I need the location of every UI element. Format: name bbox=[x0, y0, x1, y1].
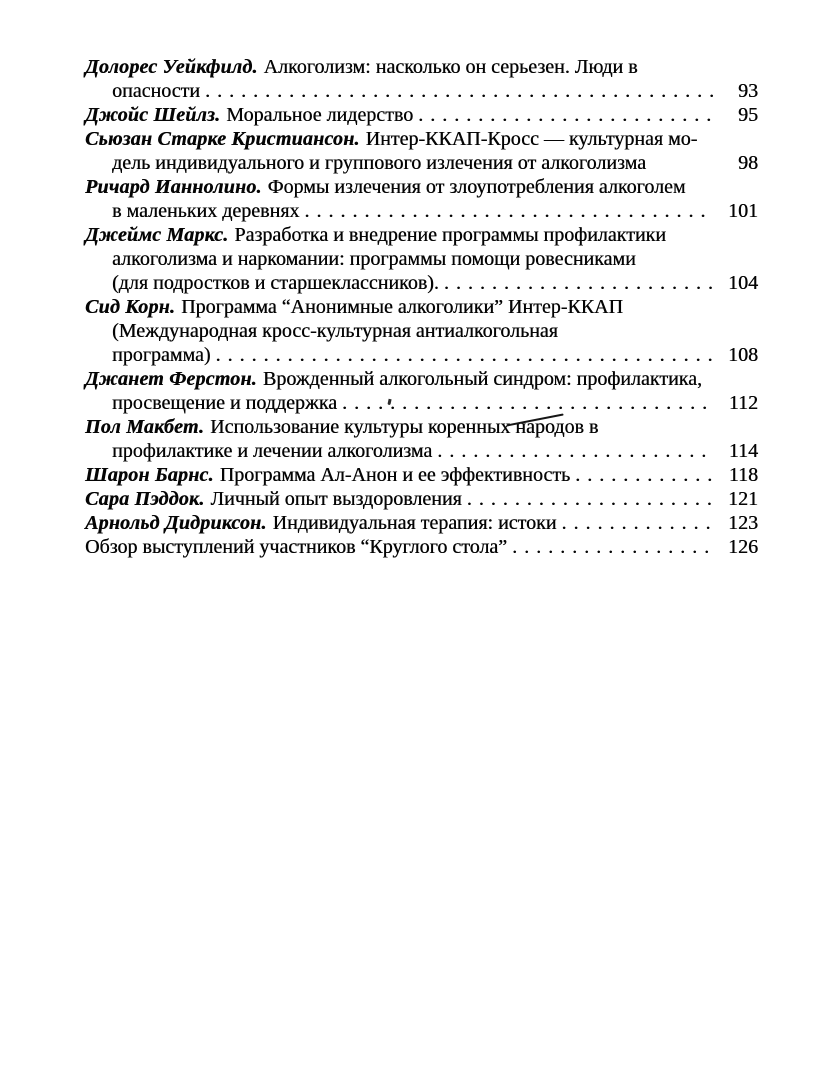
dot-leader bbox=[304, 199, 713, 223]
entry-title-text: (Международная кросс-культурная антиалкогольная bbox=[112, 320, 558, 342]
entry-author: Сид Корн. bbox=[85, 296, 176, 318]
toc-line bbox=[85, 535, 758, 559]
toc-entry bbox=[85, 223, 758, 295]
entry-author: Джойс Шейлз. bbox=[85, 104, 221, 126]
entry-title-text: Обзор выступлений участников “Круглого стола” bbox=[85, 536, 508, 558]
dot-leader bbox=[437, 439, 713, 463]
entry-author: Шарон Барнс. bbox=[85, 464, 214, 486]
dot-leader bbox=[467, 487, 713, 511]
toc-line bbox=[85, 127, 758, 151]
entry-author: Сара Пэддок. bbox=[85, 488, 205, 510]
page-number: 98 bbox=[738, 152, 758, 174]
toc-entry bbox=[85, 535, 758, 559]
toc-line bbox=[85, 223, 758, 247]
page-number: 121 bbox=[728, 488, 758, 510]
toc-line bbox=[85, 487, 758, 511]
toc-entry bbox=[85, 55, 758, 103]
page-number: 108 bbox=[728, 344, 758, 366]
toc-line bbox=[85, 247, 758, 271]
entry-author: Ричард Ианнолино. bbox=[85, 176, 262, 198]
toc-line bbox=[85, 439, 758, 463]
entry-title-text: Программа “Анонимные алкоголики” Интер-ККАП bbox=[181, 296, 623, 318]
toc-entry bbox=[85, 295, 758, 367]
page-number: 101 bbox=[728, 200, 758, 222]
page-number: 112 bbox=[728, 392, 758, 414]
entry-author: Сьюзан Старке Кристиансон. bbox=[85, 128, 360, 150]
entry-title-text: Моральное лидерство bbox=[226, 104, 414, 126]
page-number: 126 bbox=[728, 536, 758, 558]
entry-title-text: Алкоголизм: насколько он серьезен. Люди в bbox=[263, 56, 638, 78]
toc-line bbox=[85, 55, 758, 79]
dot-leader bbox=[205, 79, 713, 103]
toc-line bbox=[85, 511, 758, 535]
toc-line bbox=[85, 295, 758, 319]
dot-leader bbox=[216, 343, 714, 367]
entry-author: Арнольд Дидриксон. bbox=[85, 512, 267, 534]
toc-line bbox=[85, 175, 758, 199]
page-number: 93 bbox=[738, 80, 758, 102]
entry-author: Пол Макбет. bbox=[85, 416, 205, 438]
entry-title-text: Разработка и внедрение программы профилактики bbox=[234, 224, 666, 246]
dot-leader bbox=[561, 511, 713, 535]
dot-leader bbox=[575, 463, 713, 487]
toc-entry bbox=[85, 367, 758, 415]
toc-line bbox=[85, 103, 758, 127]
entry-title-text: Индивидуальная терапия: истоки bbox=[272, 512, 557, 534]
toc-line bbox=[85, 391, 758, 415]
entry-title-text: Личный опыт выздоровления bbox=[210, 488, 462, 510]
entry-title-text: в маленьких деревнях bbox=[112, 200, 300, 222]
toc-entry bbox=[85, 415, 758, 463]
toc-line bbox=[85, 343, 758, 367]
toc-entry bbox=[85, 175, 758, 223]
toc-line bbox=[85, 199, 758, 223]
toc-entry bbox=[85, 511, 758, 535]
entry-title-text: Программа Ал-Анон и ее эффективность bbox=[219, 464, 571, 486]
toc-line bbox=[85, 463, 758, 487]
page-number: 114 bbox=[728, 440, 758, 462]
toc-line bbox=[85, 319, 758, 343]
toc-entry bbox=[85, 103, 758, 127]
entry-title-text: Интер-ККАП-Кросс — культурная мо- bbox=[365, 128, 698, 150]
toc bbox=[85, 55, 758, 559]
entry-title-text: дель индивидуального и группового излечения от алкоголизма bbox=[112, 152, 646, 174]
entry-title-text: программа) bbox=[112, 344, 211, 366]
entry-title-text: просвещение и поддержка bbox=[112, 392, 338, 414]
entry-title-text: опасности bbox=[112, 80, 200, 102]
toc-entry bbox=[85, 463, 758, 487]
dot-leader bbox=[342, 391, 713, 415]
page-number: 123 bbox=[728, 512, 758, 534]
entry-title-text: Формы излечения от злоупотребления алкоголем bbox=[267, 176, 686, 198]
entry-author: Джанет Ферстон. bbox=[85, 368, 257, 390]
toc-entry bbox=[85, 127, 758, 175]
toc-line bbox=[85, 367, 758, 391]
toc-line bbox=[85, 271, 758, 295]
entry-author: Долорес Уейкфилд. bbox=[85, 56, 258, 78]
dot-leader bbox=[418, 103, 713, 127]
toc-line bbox=[85, 79, 758, 103]
toc-line bbox=[85, 151, 758, 175]
dot-leader bbox=[444, 271, 713, 295]
entry-title-text: Врожденный алкогольный синдром: профилактика, bbox=[262, 368, 702, 390]
page-number: 95 bbox=[738, 104, 758, 126]
entry-author: Джеймс Маркс. bbox=[85, 224, 229, 246]
toc-entry bbox=[85, 487, 758, 511]
page-number: 104 bbox=[728, 272, 758, 294]
entry-title-text: (для подростков и старшеклассников). bbox=[112, 272, 439, 294]
toc-line bbox=[85, 415, 758, 439]
dot-leader bbox=[512, 535, 713, 559]
entry-title-text: профилактике и лечении алкоголизма bbox=[112, 440, 433, 462]
entry-title-text: Использование культуры коренных народов в bbox=[210, 416, 599, 438]
page-number: 118 bbox=[728, 464, 758, 486]
entry-title-text: алкоголизма и наркомании: программы помощи ровесниками bbox=[112, 248, 636, 270]
